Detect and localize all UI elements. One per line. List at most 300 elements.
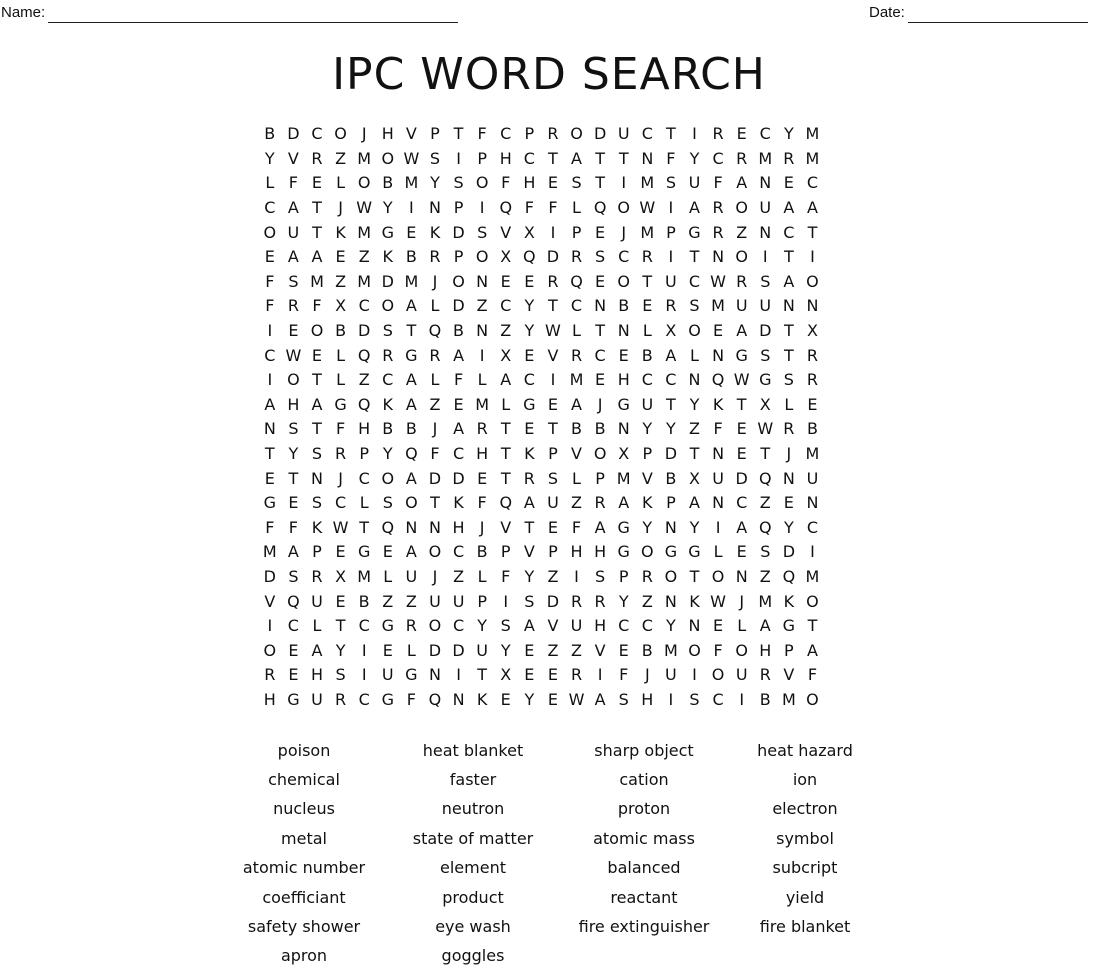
- grid-letter[interactable]: P: [524, 124, 535, 144]
- grid-letter[interactable]: Y: [524, 689, 535, 709]
- grid-letter[interactable]: C: [358, 616, 370, 636]
- grid-letter[interactable]: R: [736, 148, 748, 168]
- grid-letter[interactable]: N: [759, 173, 772, 193]
- grid-letter[interactable]: Z: [571, 640, 582, 660]
- grid-letter[interactable]: N: [806, 296, 819, 316]
- grid-letter[interactable]: R: [547, 124, 559, 144]
- grid-letter[interactable]: B: [571, 419, 582, 439]
- grid-letter[interactable]: N: [782, 468, 795, 488]
- grid-letter[interactable]: U: [641, 394, 654, 414]
- grid-letter[interactable]: E: [524, 640, 535, 660]
- grid-letter[interactable]: P: [784, 640, 794, 660]
- grid-letter[interactable]: M: [310, 271, 324, 291]
- grid-letter[interactable]: Z: [358, 370, 370, 390]
- grid-letter[interactable]: K: [642, 493, 653, 513]
- grid-letter[interactable]: D: [452, 296, 465, 316]
- grid-letter[interactable]: A: [806, 640, 818, 660]
- grid-letter[interactable]: O: [357, 173, 371, 193]
- grid-letter[interactable]: S: [571, 173, 582, 193]
- grid-letter[interactable]: I: [267, 321, 273, 341]
- grid-letter[interactable]: T: [548, 148, 558, 168]
- grid-letter[interactable]: M: [805, 148, 820, 168]
- grid-letter[interactable]: Y: [500, 640, 511, 660]
- grid-letter[interactable]: Q: [570, 271, 583, 291]
- grid-letter[interactable]: K: [311, 517, 323, 537]
- grid-letter[interactable]: N: [617, 419, 630, 439]
- grid-letter[interactable]: H: [759, 640, 772, 660]
- grid-letter[interactable]: L: [336, 370, 346, 390]
- grid-letter[interactable]: P: [548, 444, 558, 464]
- grid-letter[interactable]: R: [736, 271, 748, 291]
- grid-letter[interactable]: C: [783, 222, 795, 242]
- grid-letter[interactable]: O: [735, 247, 748, 267]
- grid-letter[interactable]: O: [688, 321, 701, 341]
- grid-letter[interactable]: V: [783, 665, 795, 685]
- grid-letter[interactable]: I: [597, 665, 603, 685]
- grid-letter[interactable]: E: [288, 640, 299, 660]
- grid-letter[interactable]: R: [783, 419, 795, 439]
- grid-letter[interactable]: Z: [547, 566, 559, 586]
- grid-letter[interactable]: O: [381, 148, 395, 168]
- grid-letter[interactable]: P: [548, 542, 558, 562]
- grid-letter[interactable]: K: [712, 394, 724, 414]
- grid-letter[interactable]: R: [429, 247, 441, 267]
- grid-letter[interactable]: U: [735, 665, 748, 685]
- grid-letter[interactable]: A: [264, 394, 276, 414]
- grid-letter[interactable]: M: [663, 640, 678, 660]
- grid-letter[interactable]: Z: [571, 493, 582, 513]
- grid-letter[interactable]: W: [285, 345, 302, 365]
- grid-letter[interactable]: F: [265, 271, 275, 291]
- grid-letter[interactable]: F: [619, 665, 629, 685]
- grid-letter[interactable]: P: [312, 542, 322, 562]
- grid-letter[interactable]: U: [759, 296, 772, 316]
- name-field[interactable]: [1, 3, 458, 23]
- grid-letter[interactable]: C: [264, 198, 276, 218]
- grid-letter[interactable]: X: [806, 321, 818, 341]
- grid-letter[interactable]: J: [644, 665, 650, 685]
- grid-letter[interactable]: G: [617, 394, 630, 414]
- grid-letter[interactable]: T: [312, 370, 322, 390]
- grid-letter[interactable]: E: [783, 493, 794, 513]
- grid-letter[interactable]: E: [500, 689, 511, 709]
- grid-letter[interactable]: T: [312, 222, 322, 242]
- grid-letter[interactable]: Q: [782, 566, 796, 586]
- grid-letter[interactable]: F: [265, 517, 275, 537]
- grid-letter[interactable]: W: [545, 321, 561, 341]
- grid-letter[interactable]: I: [361, 665, 367, 685]
- grid-letter[interactable]: H: [523, 173, 536, 193]
- grid-letter[interactable]: U: [735, 296, 748, 316]
- grid-letter[interactable]: F: [666, 148, 676, 168]
- grid-letter[interactable]: C: [382, 370, 394, 390]
- grid-letter[interactable]: T: [666, 394, 676, 414]
- grid-letter[interactable]: O: [263, 222, 277, 242]
- name-blank-line[interactable]: [48, 6, 458, 23]
- grid-letter[interactable]: C: [523, 370, 535, 390]
- grid-letter[interactable]: O: [428, 542, 442, 562]
- grid-letter[interactable]: J: [432, 566, 438, 586]
- grid-letter[interactable]: M: [758, 148, 773, 168]
- grid-letter[interactable]: T: [524, 517, 535, 537]
- grid-letter[interactable]: E: [311, 173, 323, 193]
- grid-letter[interactable]: G: [334, 394, 347, 414]
- grid-letter[interactable]: B: [453, 321, 465, 341]
- grid-letter[interactable]: T: [500, 468, 511, 488]
- grid-letter[interactable]: G: [381, 222, 394, 242]
- grid-letter[interactable]: L: [430, 370, 440, 390]
- grid-letter[interactable]: O: [735, 640, 748, 660]
- grid-letter[interactable]: E: [736, 542, 747, 562]
- grid-letter[interactable]: A: [783, 271, 795, 291]
- grid-letter[interactable]: V: [287, 148, 299, 168]
- grid-letter[interactable]: A: [500, 370, 512, 390]
- grid-letter[interactable]: E: [453, 394, 464, 414]
- grid-letter[interactable]: E: [547, 394, 558, 414]
- grid-letter[interactable]: H: [476, 444, 489, 464]
- grid-letter[interactable]: D: [735, 468, 748, 488]
- grid-letter[interactable]: F: [713, 173, 723, 193]
- grid-letter[interactable]: F: [477, 493, 487, 513]
- grid-letter[interactable]: J: [597, 394, 603, 414]
- grid-letter[interactable]: I: [739, 689, 745, 709]
- grid-letter[interactable]: C: [334, 493, 347, 513]
- grid-letter[interactable]: H: [287, 394, 300, 414]
- grid-letter[interactable]: L: [383, 566, 393, 586]
- grid-letter[interactable]: C: [500, 296, 512, 316]
- grid-letter[interactable]: A: [665, 345, 677, 365]
- grid-letter[interactable]: Y: [430, 173, 440, 193]
- grid-letter[interactable]: R: [311, 148, 323, 168]
- grid-letter[interactable]: C: [641, 370, 653, 390]
- grid-letter[interactable]: L: [359, 493, 369, 513]
- grid-letter[interactable]: E: [713, 616, 724, 636]
- grid-letter[interactable]: D: [428, 468, 442, 488]
- grid-letter[interactable]: E: [288, 321, 299, 341]
- grid-letter[interactable]: T: [595, 321, 605, 341]
- grid-letter[interactable]: D: [782, 542, 796, 562]
- grid-letter[interactable]: R: [594, 493, 606, 513]
- grid-letter[interactable]: E: [524, 665, 535, 685]
- grid-letter[interactable]: F: [430, 444, 440, 464]
- grid-letter[interactable]: Z: [382, 591, 394, 611]
- grid-letter[interactable]: Y: [264, 148, 275, 168]
- grid-letter[interactable]: L: [713, 542, 723, 562]
- grid-letter[interactable]: G: [617, 542, 630, 562]
- grid-letter[interactable]: E: [500, 271, 511, 291]
- grid-letter[interactable]: T: [736, 394, 747, 414]
- grid-letter[interactable]: R: [335, 444, 347, 464]
- grid-letter[interactable]: A: [736, 321, 748, 341]
- grid-letter[interactable]: Z: [759, 566, 771, 586]
- grid-letter[interactable]: O: [570, 124, 583, 144]
- grid-letter[interactable]: D: [381, 271, 394, 291]
- grid-letter[interactable]: L: [336, 345, 346, 365]
- grid-letter[interactable]: I: [668, 247, 674, 267]
- grid-letter[interactable]: I: [456, 665, 461, 685]
- grid-letter[interactable]: S: [311, 493, 323, 513]
- grid-letter[interactable]: A: [571, 394, 582, 414]
- grid-letter[interactable]: G: [405, 665, 418, 685]
- grid-letter[interactable]: N: [428, 198, 441, 218]
- grid-letter[interactable]: F: [713, 640, 723, 660]
- grid-letter[interactable]: E: [618, 345, 629, 365]
- grid-letter[interactable]: B: [382, 173, 394, 193]
- grid-letter[interactable]: C: [264, 345, 276, 365]
- grid-letter[interactable]: U: [547, 493, 559, 513]
- grid-letter[interactable]: R: [523, 468, 535, 488]
- grid-letter[interactable]: Y: [666, 616, 676, 636]
- grid-letter[interactable]: H: [381, 124, 394, 144]
- grid-letter[interactable]: E: [736, 419, 747, 439]
- grid-letter[interactable]: J: [432, 271, 438, 291]
- grid-letter[interactable]: U: [452, 591, 465, 611]
- grid-letter[interactable]: G: [405, 345, 418, 365]
- grid-letter[interactable]: U: [381, 665, 394, 685]
- grid-letter[interactable]: B: [335, 321, 347, 341]
- grid-letter[interactable]: U: [405, 566, 418, 586]
- grid-letter[interactable]: P: [453, 198, 464, 218]
- grid-letter[interactable]: I: [810, 247, 815, 267]
- grid-letter[interactable]: A: [689, 493, 700, 513]
- grid-letter[interactable]: X: [335, 296, 347, 316]
- grid-letter[interactable]: D: [546, 247, 560, 267]
- grid-letter[interactable]: E: [713, 321, 724, 341]
- grid-letter[interactable]: S: [477, 222, 488, 242]
- grid-letter[interactable]: C: [594, 345, 606, 365]
- grid-letter[interactable]: Z: [547, 640, 559, 660]
- grid-letter[interactable]: N: [664, 591, 677, 611]
- grid-letter[interactable]: M: [805, 124, 820, 144]
- grid-letter[interactable]: F: [548, 198, 558, 218]
- grid-letter[interactable]: Q: [357, 394, 371, 414]
- grid-letter[interactable]: T: [595, 173, 605, 193]
- grid-letter[interactable]: U: [688, 173, 701, 193]
- grid-letter[interactable]: W: [733, 370, 750, 390]
- grid-letter[interactable]: M: [262, 542, 277, 562]
- grid-letter[interactable]: Y: [689, 517, 700, 537]
- grid-letter[interactable]: J: [479, 517, 485, 537]
- grid-letter[interactable]: D: [546, 591, 560, 611]
- grid-letter[interactable]: R: [641, 566, 653, 586]
- grid-letter[interactable]: H: [594, 616, 607, 636]
- grid-letter[interactable]: I: [810, 542, 815, 562]
- grid-letter[interactable]: O: [405, 493, 418, 513]
- grid-letter[interactable]: O: [475, 247, 489, 267]
- grid-letter[interactable]: O: [641, 542, 654, 562]
- grid-letter[interactable]: Z: [736, 222, 748, 242]
- grid-letter[interactable]: Q: [523, 247, 536, 267]
- grid-letter[interactable]: G: [664, 542, 678, 562]
- grid-letter[interactable]: E: [547, 517, 558, 537]
- grid-letter[interactable]: A: [594, 689, 606, 709]
- grid-letter[interactable]: E: [311, 345, 323, 365]
- grid-letter[interactable]: W: [356, 198, 373, 218]
- grid-letter[interactable]: A: [571, 148, 582, 168]
- grid-letter[interactable]: I: [762, 247, 768, 267]
- grid-letter[interactable]: R: [594, 591, 606, 611]
- grid-letter[interactable]: S: [760, 345, 771, 365]
- grid-letter[interactable]: F: [477, 124, 487, 144]
- grid-letter[interactable]: L: [477, 566, 487, 586]
- grid-letter[interactable]: L: [784, 394, 794, 414]
- grid-letter[interactable]: Y: [642, 517, 653, 537]
- grid-letter[interactable]: W: [568, 689, 585, 709]
- grid-letter[interactable]: Z: [358, 247, 370, 267]
- grid-letter[interactable]: P: [500, 542, 511, 562]
- grid-letter[interactable]: F: [288, 173, 298, 193]
- grid-letter[interactable]: R: [759, 665, 771, 685]
- grid-letter[interactable]: G: [688, 222, 701, 242]
- date-field[interactable]: [869, 3, 1088, 23]
- grid-letter[interactable]: X: [500, 247, 512, 267]
- grid-letter[interactable]: C: [712, 148, 724, 168]
- grid-letter[interactable]: V: [547, 616, 559, 636]
- grid-letter[interactable]: E: [595, 370, 606, 390]
- grid-letter[interactable]: A: [405, 468, 417, 488]
- grid-letter[interactable]: S: [783, 370, 794, 390]
- grid-letter[interactable]: E: [595, 271, 606, 291]
- grid-letter[interactable]: S: [382, 321, 393, 341]
- grid-letter[interactable]: M: [357, 271, 372, 291]
- grid-letter[interactable]: N: [712, 345, 725, 365]
- grid-letter[interactable]: F: [501, 566, 511, 586]
- grid-letter[interactable]: M: [616, 468, 631, 488]
- grid-letter[interactable]: L: [690, 345, 699, 365]
- grid-letter[interactable]: I: [361, 640, 367, 660]
- grid-letter[interactable]: Y: [689, 148, 700, 168]
- grid-letter[interactable]: V: [571, 444, 582, 464]
- grid-letter[interactable]: T: [548, 419, 558, 439]
- grid-letter[interactable]: L: [406, 640, 416, 660]
- grid-letter[interactable]: X: [665, 321, 677, 341]
- grid-letter[interactable]: N: [688, 370, 701, 390]
- grid-letter[interactable]: T: [807, 222, 818, 242]
- grid-letter[interactable]: M: [711, 296, 725, 316]
- grid-letter[interactable]: A: [453, 345, 465, 365]
- grid-letter[interactable]: E: [547, 173, 558, 193]
- grid-letter[interactable]: C: [500, 124, 512, 144]
- grid-letter[interactable]: R: [712, 222, 724, 242]
- grid-letter[interactable]: T: [548, 296, 558, 316]
- grid-letter[interactable]: R: [547, 271, 559, 291]
- grid-letter[interactable]: Z: [689, 419, 700, 439]
- grid-letter[interactable]: Q: [357, 345, 371, 365]
- grid-letter[interactable]: N: [405, 517, 418, 537]
- grid-letter[interactable]: T: [500, 444, 511, 464]
- grid-letter[interactable]: E: [382, 542, 393, 562]
- grid-letter[interactable]: E: [335, 542, 346, 562]
- grid-letter[interactable]: Q: [499, 493, 513, 513]
- grid-letter[interactable]: A: [523, 616, 535, 636]
- grid-letter[interactable]: E: [642, 296, 653, 316]
- grid-letter[interactable]: P: [477, 148, 487, 168]
- grid-letter[interactable]: J: [338, 198, 343, 218]
- grid-letter[interactable]: A: [736, 173, 748, 193]
- grid-letter[interactable]: M: [357, 148, 372, 168]
- grid-letter[interactable]: S: [689, 689, 700, 709]
- grid-letter[interactable]: U: [287, 222, 300, 242]
- grid-letter[interactable]: Z: [429, 394, 441, 414]
- grid-letter[interactable]: U: [429, 591, 441, 611]
- grid-letter[interactable]: K: [429, 222, 441, 242]
- grid-letter[interactable]: O: [617, 198, 630, 218]
- grid-letter[interactable]: N: [617, 321, 630, 341]
- grid-letter[interactable]: N: [311, 468, 323, 488]
- grid-letter[interactable]: V: [405, 124, 417, 144]
- grid-letter[interactable]: Z: [335, 271, 347, 291]
- grid-letter[interactable]: N: [735, 566, 748, 586]
- grid-letter[interactable]: E: [335, 591, 346, 611]
- grid-letter[interactable]: D: [759, 321, 772, 341]
- grid-letter[interactable]: O: [593, 444, 607, 464]
- grid-letter[interactable]: R: [712, 198, 724, 218]
- grid-letter[interactable]: N: [712, 247, 725, 267]
- grid-letter[interactable]: P: [666, 493, 676, 513]
- grid-letter[interactable]: E: [618, 640, 629, 660]
- grid-letter[interactable]: I: [668, 198, 674, 218]
- grid-letter[interactable]: I: [550, 222, 556, 242]
- grid-letter[interactable]: Y: [288, 444, 299, 464]
- grid-letter[interactable]: B: [641, 640, 653, 660]
- grid-letter[interactable]: S: [382, 493, 393, 513]
- grid-letter[interactable]: W: [332, 517, 349, 537]
- grid-letter[interactable]: U: [712, 468, 724, 488]
- grid-letter[interactable]: E: [595, 222, 606, 242]
- grid-letter[interactable]: F: [713, 419, 723, 439]
- grid-letter[interactable]: W: [710, 271, 726, 291]
- grid-letter[interactable]: F: [406, 689, 416, 709]
- grid-letter[interactable]: P: [359, 444, 369, 464]
- grid-letter[interactable]: X: [523, 222, 535, 242]
- grid-letter[interactable]: U: [617, 124, 630, 144]
- grid-letter[interactable]: C: [641, 616, 653, 636]
- grid-letter[interactable]: R: [783, 148, 795, 168]
- grid-letter[interactable]: K: [524, 444, 535, 464]
- grid-letter[interactable]: T: [477, 665, 488, 685]
- grid-letter[interactable]: F: [288, 517, 298, 537]
- grid-letter[interactable]: O: [310, 321, 324, 341]
- grid-letter[interactable]: R: [287, 296, 299, 316]
- grid-letter[interactable]: T: [807, 616, 818, 636]
- grid-letter[interactable]: D: [287, 124, 300, 144]
- grid-letter[interactable]: J: [786, 444, 792, 464]
- grid-letter[interactable]: M: [357, 222, 372, 242]
- grid-letter[interactable]: T: [783, 247, 794, 267]
- grid-letter[interactable]: H: [310, 665, 323, 685]
- grid-letter[interactable]: E: [736, 124, 747, 144]
- grid-letter[interactable]: A: [689, 198, 700, 218]
- grid-letter[interactable]: M: [569, 370, 584, 390]
- grid-letter[interactable]: G: [617, 517, 630, 537]
- grid-letter[interactable]: I: [479, 198, 485, 218]
- grid-letter[interactable]: R: [476, 419, 488, 439]
- grid-letter[interactable]: G: [287, 689, 300, 709]
- grid-letter[interactable]: E: [382, 640, 393, 660]
- grid-letter[interactable]: V: [523, 542, 535, 562]
- grid-letter[interactable]: H: [263, 689, 276, 709]
- grid-letter[interactable]: S: [453, 173, 464, 193]
- grid-letter[interactable]: D: [263, 566, 276, 586]
- grid-letter[interactable]: W: [710, 591, 726, 611]
- grid-letter[interactable]: O: [664, 566, 678, 586]
- grid-letter[interactable]: T: [430, 493, 440, 513]
- grid-letter[interactable]: R: [570, 247, 583, 267]
- grid-letter[interactable]: S: [595, 247, 606, 267]
- grid-letter[interactable]: N: [476, 321, 489, 341]
- grid-letter[interactable]: F: [524, 198, 534, 218]
- grid-letter[interactable]: B: [358, 591, 370, 611]
